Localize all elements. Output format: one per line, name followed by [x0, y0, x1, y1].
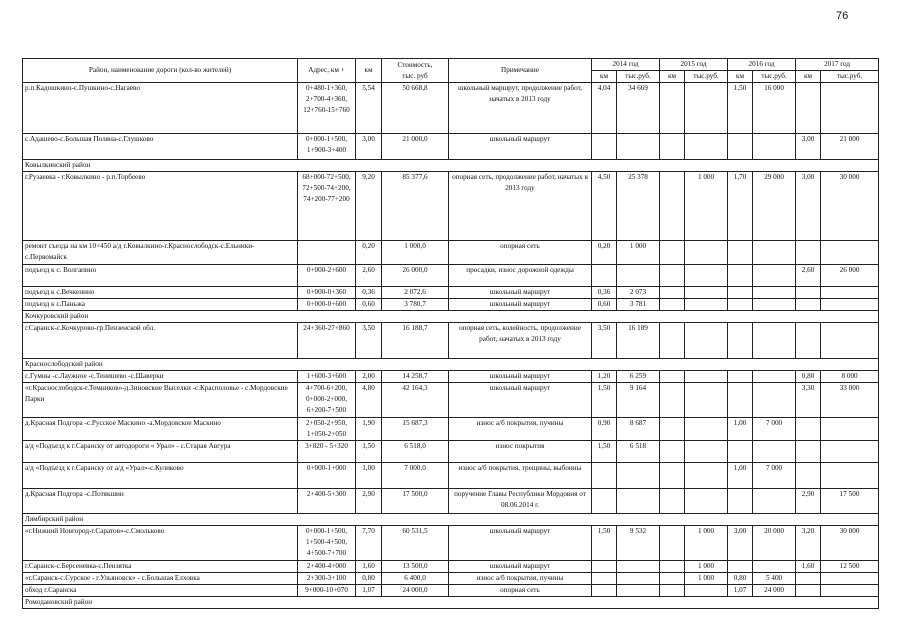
table-row: [23, 573, 879, 585]
y2015-rub: [685, 463, 728, 489]
district-name: Краснослободский район: [23, 359, 879, 371]
road-km: 0,60: [356, 299, 382, 311]
road-cost: 2 072,6: [382, 287, 449, 299]
table-row: [23, 323, 879, 359]
y2014-km: 4,50: [592, 172, 617, 241]
y2014-rub: [617, 265, 660, 287]
road-cost: 17 500,0: [382, 489, 449, 514]
y2014-km: 0,20: [592, 241, 617, 265]
table-row: [23, 418, 879, 441]
y2014-rub: [617, 134, 660, 160]
header-cost-line2: тыс. руб: [402, 71, 428, 80]
road-note: школьный маршрут: [449, 383, 592, 418]
y2015-rub: [685, 265, 728, 287]
y2016-km: 1,50: [728, 83, 753, 134]
road-km: 7,70: [356, 526, 382, 561]
y2015-km: [660, 371, 685, 383]
y2014-km: 1,50: [592, 526, 617, 561]
y2016-rub: [753, 371, 796, 383]
road-km: 2,00: [356, 371, 382, 383]
district-row: [23, 359, 879, 371]
y2015-rub: [685, 323, 728, 359]
table-row: [23, 463, 879, 489]
y2017-rub: [821, 323, 879, 359]
header-cost: [382, 59, 449, 83]
y2016-rub: 24 000: [753, 585, 796, 597]
y2015-rub: [685, 489, 728, 514]
y2017-km: 3,30: [796, 383, 821, 418]
road-note: износ а/б покрытия, пучины: [449, 573, 592, 585]
header-road: Район, наименование дороги (кол-во жителей): [23, 59, 298, 83]
y2015-rub: [685, 441, 728, 463]
road-address: 0+000-0+600: [298, 299, 356, 311]
road-note: поручение Главы Республики Мордовия от 08.06.2014 г.: [449, 489, 592, 514]
district-name: Лямбирский район: [23, 514, 879, 526]
road-note: просадки, износ дорожной одежды: [449, 265, 592, 287]
y2017-rub: 8 000: [821, 371, 879, 383]
y2015-km: [660, 489, 685, 514]
subheader-rub: тыс.руб.: [617, 71, 660, 83]
road-note: опорная сеть: [449, 585, 592, 597]
y2016-km: [728, 383, 753, 418]
road-km: 2,60: [356, 265, 382, 287]
y2015-rub: [685, 241, 728, 265]
y2014-km: 0,60: [592, 299, 617, 311]
y2017-km: 2,60: [796, 265, 821, 287]
district-name: Ромодановский район: [23, 597, 879, 609]
road-cost: 13 500,0: [382, 561, 449, 573]
y2014-rub: 6 259: [617, 371, 660, 383]
road-name: подъезд к с.Вечкенино: [23, 287, 298, 299]
y2016-rub: 20 000: [753, 526, 796, 561]
road-name: обход г.Саранска: [23, 585, 298, 597]
table-row: [23, 441, 879, 463]
y2016-rub: [753, 323, 796, 359]
road-name: подъезд к с.Паньжа: [23, 299, 298, 311]
road-km: 5,54: [356, 83, 382, 134]
y2017-km: [796, 323, 821, 359]
road-repair-table: [22, 58, 879, 609]
road-note: износ покрытия: [449, 441, 592, 463]
road-note: школьный маршрут, продолжение работ, начатых в 2013 году: [449, 83, 592, 134]
y2014-km: [592, 265, 617, 287]
y2017-km: 1,60: [796, 561, 821, 573]
y2017-km: 3,00: [796, 134, 821, 160]
y2017-km: 0,80: [796, 371, 821, 383]
subheader-rub: тыс.руб.: [685, 71, 728, 83]
y2014-rub: [617, 561, 660, 573]
y2017-km: [796, 441, 821, 463]
y2017-km: [796, 573, 821, 585]
road-note: школьный маршрут: [449, 299, 592, 311]
district-name: Кочкуровский район: [23, 311, 879, 323]
y2014-km: [592, 463, 617, 489]
y2016-rub: [753, 299, 796, 311]
y2016-rub: 7 000: [753, 418, 796, 441]
table-row: [23, 241, 879, 265]
y2017-rub: 30 000: [821, 172, 879, 241]
y2017-rub: [821, 463, 879, 489]
y2016-rub: 29 000: [753, 172, 796, 241]
road-note: школьный маршрут: [449, 526, 592, 561]
road-km: 1,90: [356, 418, 382, 441]
y2016-rub: 7 000: [753, 463, 796, 489]
district-row: [23, 311, 879, 323]
road-address: 68+000-72+500, 72+500-74+200, 74+200-77+200: [298, 172, 356, 241]
y2017-rub: [821, 83, 879, 134]
y2016-km: [728, 134, 753, 160]
table-row: [23, 585, 879, 597]
header-year-2015: 2015 год: [660, 59, 728, 71]
y2016-km: [728, 299, 753, 311]
y2016-rub: [753, 134, 796, 160]
y2014-rub: [617, 463, 660, 489]
road-address: 4+700-6+200, 0+000-2+000, 6+200-7+500: [298, 383, 356, 418]
y2017-km: [796, 287, 821, 299]
y2016-km: [728, 561, 753, 573]
road-km: 4,80: [356, 383, 382, 418]
y2015-rub: [685, 585, 728, 597]
y2017-rub: [821, 299, 879, 311]
y2014-rub: 3 781: [617, 299, 660, 311]
y2014-km: 0,36: [592, 287, 617, 299]
y2015-rub: [685, 383, 728, 418]
table-row: [23, 371, 879, 383]
subheader-km: км: [660, 71, 685, 83]
table-body: [23, 83, 879, 609]
y2014-km: [592, 573, 617, 585]
district-row: [23, 160, 879, 172]
road-name: «г.Краснослободск-г.Темников»-д.Зиновские Выселки -с.Красполовье - с.Мордовские Парки: [23, 383, 298, 418]
y2016-rub: [753, 489, 796, 514]
y2015-km: [660, 241, 685, 265]
road-cost: 42 164,3: [382, 383, 449, 418]
road-cost: 3 780,7: [382, 299, 449, 311]
road-note: опорная сеть, колейность, продолжение работ, начатых в 2013 году: [449, 323, 592, 359]
road-address: 2+400-5+300: [298, 489, 356, 514]
y2016-rub: [753, 383, 796, 418]
y2017-rub: 33 000: [821, 383, 879, 418]
y2015-rub: [685, 299, 728, 311]
road-address: 0+000-1+500, 1+500-4+500, 4+500-7+700: [298, 526, 356, 561]
road-km: 0,36: [356, 287, 382, 299]
road-km: 1,60: [356, 561, 382, 573]
y2014-rub: 2 073: [617, 287, 660, 299]
y2015-km: [660, 463, 685, 489]
road-name: д.Красная Подгора -с.Русское Маскино -а.Мордовское Маскино: [23, 418, 298, 441]
road-name: с.Гумны -с.Лаужное -с.Тенишево -с.Шаверки: [23, 371, 298, 383]
road-address: 2+300-3+100: [298, 573, 356, 585]
y2015-km: [660, 585, 685, 597]
y2017-rub: [821, 585, 879, 597]
road-cost: 24 000,0: [382, 585, 449, 597]
header-address: Адрес, км +: [298, 59, 356, 83]
road-name: р.п.Кадошкино-с.Пушкино-с.Нагаево: [23, 83, 298, 134]
subheader-km: км: [728, 71, 753, 83]
road-address: [298, 241, 356, 265]
y2015-rub: [685, 83, 728, 134]
road-address: 0+000-2+600: [298, 265, 356, 287]
y2017-rub: [821, 573, 879, 585]
road-note: школьный маршрут: [449, 287, 592, 299]
road-address: 9+000-10+070: [298, 585, 356, 597]
district-row: [23, 597, 879, 609]
y2015-rub: 1 000: [685, 526, 728, 561]
y2016-rub: [753, 241, 796, 265]
road-name: подъезд к с. Волгапино: [23, 265, 298, 287]
y2017-rub: [821, 418, 879, 441]
y2016-km: [728, 489, 753, 514]
y2014-rub: 16 189: [617, 323, 660, 359]
table-row: [23, 172, 879, 241]
y2016-km: 1,00: [728, 418, 753, 441]
y2016-rub: [753, 561, 796, 573]
y2015-km: [660, 573, 685, 585]
road-cost: 60 531,5: [382, 526, 449, 561]
road-name: «г.Саранск-с.Сурское - г.Ульяновск» - с.Большая Елховка: [23, 573, 298, 585]
y2016-km: [728, 287, 753, 299]
y2014-rub: [617, 573, 660, 585]
y2017-km: 3,20: [796, 526, 821, 561]
subheader-rub: тыс.руб.: [821, 71, 879, 83]
table-row: [23, 489, 879, 514]
y2015-km: [660, 265, 685, 287]
road-name: д.Красная Подгора -с.Потякшин: [23, 489, 298, 514]
road-address: 0+000-0+360: [298, 287, 356, 299]
subheader-km: км: [796, 71, 821, 83]
road-address: 0+480-1+360, 2+700-4+360, 12+760-15+760: [298, 83, 356, 134]
subheader-rub: тыс.руб.: [753, 71, 796, 83]
y2015-km: [660, 299, 685, 311]
header-km: км: [356, 59, 382, 83]
road-km: 1,00: [356, 463, 382, 489]
road-km: 1,07: [356, 585, 382, 597]
road-note: школьный маршрут: [449, 134, 592, 160]
road-cost: 15 687,3: [382, 418, 449, 441]
y2015-rub: 1 000: [685, 573, 728, 585]
road-note: опорная сеть: [449, 241, 592, 265]
y2016-km: [728, 265, 753, 287]
y2016-rub: 16 000: [753, 83, 796, 134]
y2016-km: 0,80: [728, 573, 753, 585]
y2016-km: [728, 371, 753, 383]
header-note: Примечание: [449, 59, 592, 83]
y2017-km: 3,00: [796, 172, 821, 241]
y2017-rub: [821, 287, 879, 299]
y2017-km: [796, 463, 821, 489]
road-km: 3,00: [356, 134, 382, 160]
road-cost: 1 000,0: [382, 241, 449, 265]
y2017-rub: 12 500: [821, 561, 879, 573]
y2017-rub: [821, 241, 879, 265]
y2017-rub: 21 000: [821, 134, 879, 160]
y2016-km: [728, 323, 753, 359]
y2014-km: [592, 561, 617, 573]
table-row: [23, 299, 879, 311]
district-row: [23, 514, 879, 526]
y2014-rub: 8 687: [617, 418, 660, 441]
road-cost: 16 188,7: [382, 323, 449, 359]
y2015-km: [660, 287, 685, 299]
road-cost: 85 377,6: [382, 172, 449, 241]
table-row: [23, 134, 879, 160]
table-row: [23, 526, 879, 561]
y2016-km: 3,00: [728, 526, 753, 561]
y2015-km: [660, 323, 685, 359]
y2017-km: [796, 418, 821, 441]
y2014-rub: 6 518: [617, 441, 660, 463]
district-name: Ковылкинский район: [23, 160, 879, 172]
road-cost: 7 000,0: [382, 463, 449, 489]
y2015-rub: [685, 371, 728, 383]
road-km: 0,80: [356, 573, 382, 585]
y2015-km: [660, 418, 685, 441]
y2014-rub: 1 000: [617, 241, 660, 265]
road-note: школьный маршрут: [449, 561, 592, 573]
y2014-km: 3,50: [592, 323, 617, 359]
table-row: [23, 265, 879, 287]
y2014-km: 1,50: [592, 441, 617, 463]
y2017-km: [796, 83, 821, 134]
y2015-km: [660, 383, 685, 418]
y2016-rub: [753, 441, 796, 463]
road-cost: 6 518,0: [382, 441, 449, 463]
y2015-km: [660, 561, 685, 573]
y2014-km: 1,20: [592, 371, 617, 383]
table-row: [23, 287, 879, 299]
y2014-rub: [617, 585, 660, 597]
road-cost: 50 668,8: [382, 83, 449, 134]
road-name: ремонт съезда на км 10+450 а/д г.Ковылкино-г.Краснослободск-с.Ельники-с.Первомайск: [23, 241, 298, 265]
y2016-rub: 5 400: [753, 573, 796, 585]
y2017-rub: 30 000: [821, 526, 879, 561]
road-name: г.Саранск-с.Кочкурово-гр.Пензенской обл.: [23, 323, 298, 359]
y2014-km: 1,50: [592, 383, 617, 418]
road-address: 24+360-27+860: [298, 323, 356, 359]
subheader-km: км: [592, 71, 617, 83]
y2015-km: [660, 134, 685, 160]
road-km: 0,20: [356, 241, 382, 265]
header-cost-line1: Стоимость,: [397, 60, 433, 69]
y2017-km: [796, 241, 821, 265]
road-cost: 26 000,0: [382, 265, 449, 287]
table-row: [23, 383, 879, 418]
y2014-km: [592, 585, 617, 597]
road-address: 0+000-1+000: [298, 463, 356, 489]
y2015-rub: [685, 287, 728, 299]
road-address: 2+050-2+950, 1+050-2+050: [298, 418, 356, 441]
y2016-km: 1,00: [728, 463, 753, 489]
road-name: г.Рузаевка - г.Ковылкино - р.п.Торбеево: [23, 172, 298, 241]
y2015-rub: [685, 134, 728, 160]
y2015-rub: 1 000: [685, 561, 728, 573]
y2014-rub: 25 378: [617, 172, 660, 241]
y2016-rub: [753, 287, 796, 299]
header-year-2016: 2016 год: [728, 59, 796, 71]
road-note: опорная сеть, продолжение работ, начатых в 2013 году: [449, 172, 592, 241]
road-address: 3+820 - 5+320: [298, 441, 356, 463]
y2014-km: [592, 489, 617, 514]
y2016-km: [728, 441, 753, 463]
y2017-rub: 26 000: [821, 265, 879, 287]
y2015-km: [660, 172, 685, 241]
y2014-rub: 34 669: [617, 83, 660, 134]
road-km: 3,50: [356, 323, 382, 359]
road-address: 1+600-3+600: [298, 371, 356, 383]
road-address: 0+000-1+500, 1+900-3+400: [298, 134, 356, 160]
road-name: а/д «Подъезд к г.Саранску от автодороги « Урал» - с.Старая Авгура: [23, 441, 298, 463]
y2015-rub: [685, 418, 728, 441]
y2014-km: [592, 134, 617, 160]
y2017-rub: [821, 441, 879, 463]
road-note: школьный маршрут: [449, 371, 592, 383]
y2016-rub: [753, 265, 796, 287]
y2016-km: [728, 241, 753, 265]
road-name: с.Адашево-с.Большая Поляна-с.Глушково: [23, 134, 298, 160]
road-note: износ а/б покрытия, пучины: [449, 418, 592, 441]
y2015-km: [660, 441, 685, 463]
y2016-km: 1,70: [728, 172, 753, 241]
y2017-km: 2,90: [796, 489, 821, 514]
y2017-km: [796, 299, 821, 311]
road-km: 1,50: [356, 441, 382, 463]
header-year-2014: 2014 год: [592, 59, 660, 71]
y2014-rub: 9 164: [617, 383, 660, 418]
road-km: 9,20: [356, 172, 382, 241]
road-address: 2+400-4+000: [298, 561, 356, 573]
road-note: износ а/б покрытия, трещины, выбоины: [449, 463, 592, 489]
y2015-km: [660, 526, 685, 561]
y2014-rub: [617, 489, 660, 514]
y2014-km: 0,90: [592, 418, 617, 441]
y2015-km: [660, 83, 685, 134]
table-row: [23, 561, 879, 573]
y2017-rub: 17 500: [821, 489, 879, 514]
page-number: 76: [836, 10, 849, 22]
y2014-rub: 9 532: [617, 526, 660, 561]
road-cost: 14 258,7: [382, 371, 449, 383]
road-cost: 6 400,0: [382, 573, 449, 585]
y2014-km: 4,04: [592, 83, 617, 134]
road-cost: 21 000,0: [382, 134, 449, 160]
road-name: г.Саранск-с.Берсеневка-с.Пензятка: [23, 561, 298, 573]
y2016-km: 1,07: [728, 585, 753, 597]
road-name: а/д «Подъезд к г.Саранску от а/д «Урал»-с.Куликово: [23, 463, 298, 489]
road-km: 2,90: [356, 489, 382, 514]
y2015-rub: 1 000: [685, 172, 728, 241]
header-year-2017: 2017 год: [796, 59, 879, 71]
y2017-km: [796, 585, 821, 597]
table-row: [23, 83, 879, 134]
road-name: «г.Нижний Новгород-г.Саратов»-с.Смольково: [23, 526, 298, 561]
